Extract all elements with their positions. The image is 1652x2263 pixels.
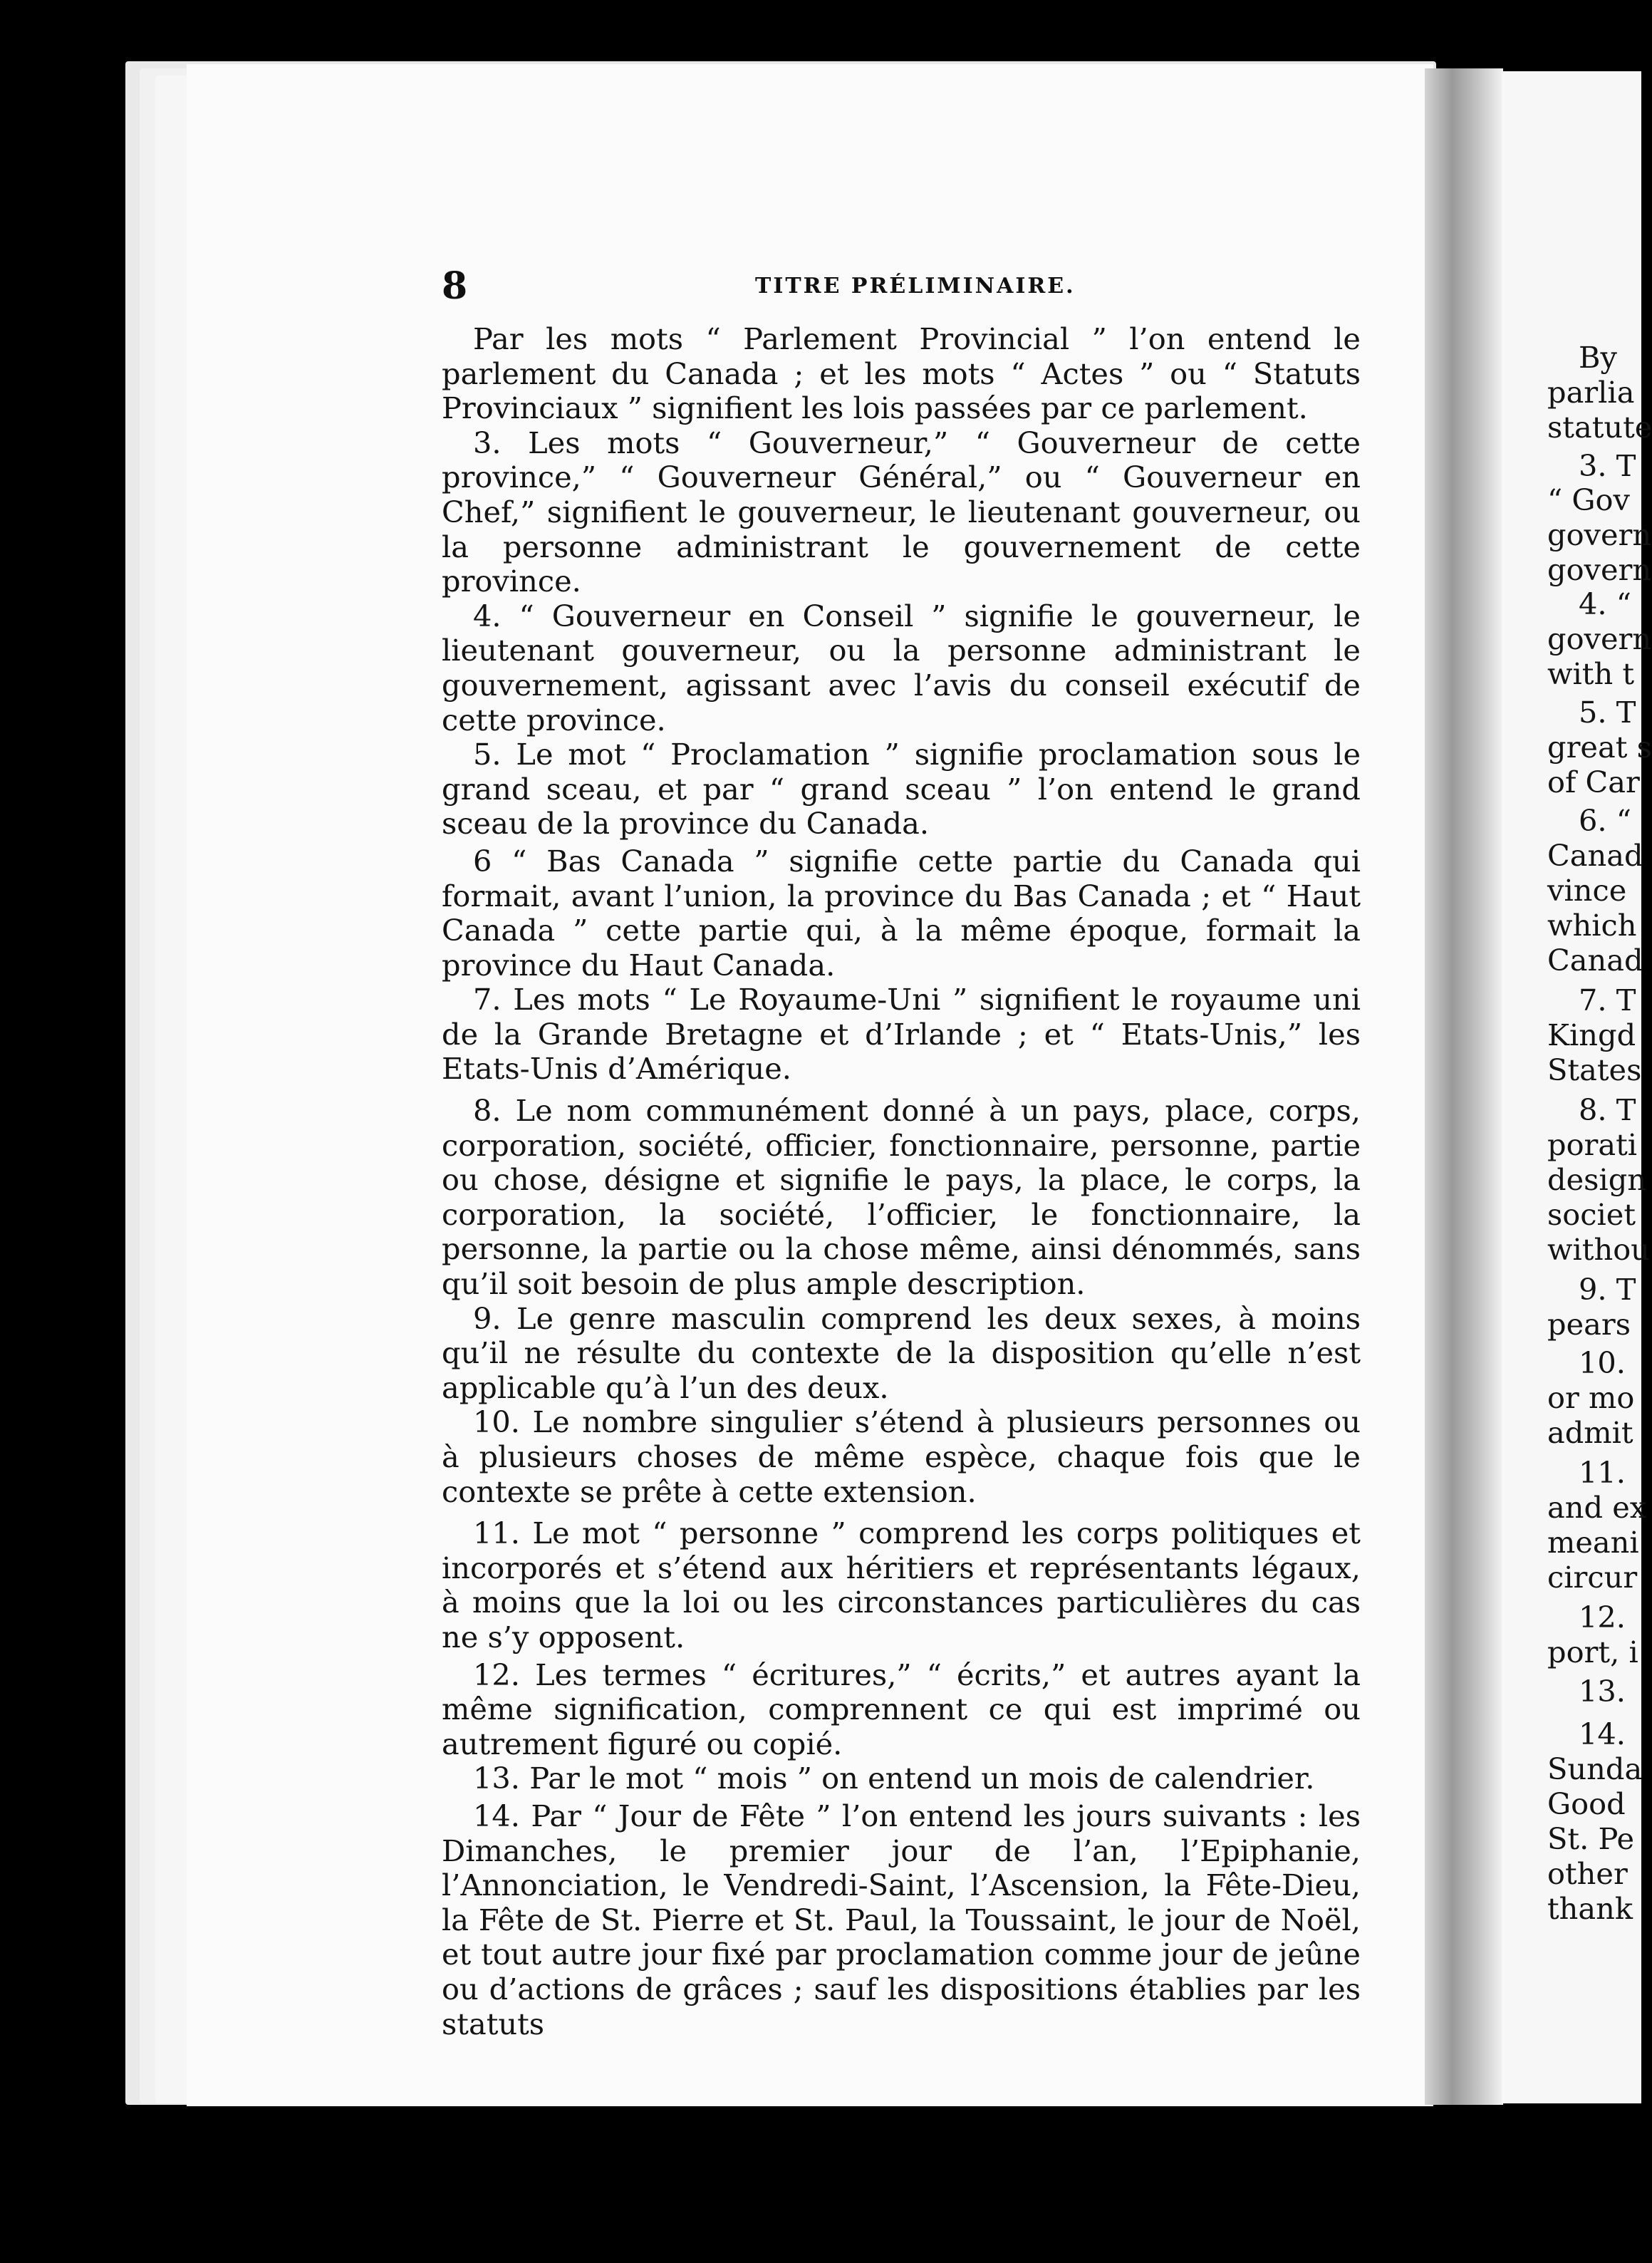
right-page-line: 11. (1579, 1455, 1626, 1490)
right-page-line: St. Pe (1547, 1821, 1635, 1856)
right-page-line: statute (1547, 410, 1652, 445)
paragraph-9: 9. Le genre masculin comprend les deux sexes, à moins qu’il ne résulte du contexte de la disposition qu’elle n’est applicable qu’à l’un des deux. (442, 1300, 1361, 1405)
paragraph-10: 10. Le nombre singulier s’étend à plusieurs personnes ou à plusieurs choses de même espèce, chaque fois que le contexte se prête à cette extension. (442, 1404, 1361, 1509)
right-page-line: circur (1547, 1560, 1638, 1595)
right-page-line: Good (1547, 1786, 1626, 1821)
right-page-line: pears (1547, 1307, 1631, 1342)
right-page-line: which (1547, 908, 1637, 943)
page-header (442, 265, 1510, 308)
right-page-line: By (1579, 340, 1617, 375)
right-page-line: with t (1547, 656, 1635, 691)
paragraph-11: 11. Le mot “ personne ” comprend les corps politiques et incorporés et s’étend aux héritiers et représentants légaux, à moins que la loi ou les circonstances particulières du cas ne s’y opposent. (442, 1516, 1361, 1654)
paragraph-8: 8. Le nom communément donné à un pays, place, corps, corporation, société, officier, fonctionnaire, personne, partie ou chose, désigne et signifie le pays, la place, le corps, la corporation, la société, l’officier, le fonctionnaire, la personne, la partie ou la chose même, ainsi dénommés, sans qu’il soit besoin de plus ample description. (442, 1093, 1361, 1302)
paragraph-4: 4. “ Gouverneur en Conseil ” signifie le gouverneur, le lieutenant gouverneur, ou la personne administrant le gouvernement, agissant avec l’avis du conseil exécutif de cette province. (442, 598, 1361, 737)
right-page-line: 6. “ (1579, 803, 1632, 838)
right-page-line: parlia (1547, 375, 1635, 410)
book-gutter (1425, 68, 1503, 2105)
right-page-line: “ Gov (1547, 482, 1630, 517)
right-page-line: and ex (1547, 1490, 1647, 1525)
right-page-line: 12. (1579, 1600, 1626, 1635)
right-page-line: Canad (1547, 943, 1643, 978)
right-page-line: govern (1547, 517, 1652, 552)
right-page-line: 8. T (1579, 1092, 1636, 1127)
right-page-line: vince (1547, 873, 1627, 908)
paragraph-3: 3. Les mots “ Gouverneur,” “ Gouverneur de cette province,” “ Gouverneur Général,” ou “ Gouverneur en Chef,” signifient le gouverneur, le lieutenant gouverneur, ou la personne administrant le gouvernement de cette province. (442, 425, 1361, 599)
body-text (442, 322, 1361, 2041)
right-page-line: 3. T (1579, 448, 1636, 483)
right-page-line: withou (1547, 1232, 1650, 1267)
paragraph-5: 5. Le mot “ Proclamation ” signifie proclamation sous le grand sceau, et par “ grand sceau ” l’on entend le grand sceau de la province du Canada. (442, 737, 1361, 841)
page-number: 8 (442, 264, 468, 308)
right-page-line: other (1547, 1856, 1628, 1891)
paragraph-12: 12. Les termes “ écritures,” “ écrits,” et autres ayant la même signification, comprennent ce qui est imprimé ou autrement figuré ou copié. (442, 1657, 1361, 1761)
paragraph-14: 14. Par “ Jour de Fête ” l’on entend les jours suivants : les Dimanches, le premier jour de l’an, l’Epiphanie, l’Annonciation, le Vendredi-Saint, l’Ascension, la Fête-Dieu, la Fête de St. Pierre et St. Paul, la Toussaint, le jour de Noël, et tout autre jour fixé par proclamation comme jour de jeûne ou d’actions de grâces ; sauf les dispositions établies par les statuts (442, 1798, 1361, 2041)
right-page-line: 7. T (1579, 983, 1636, 1017)
right-page-line: or mo (1547, 1380, 1635, 1415)
right-page-line: 14. (1579, 1716, 1626, 1751)
paragraph-6: 6 “ Bas Canada ” signifie cette partie du Canada qui formait, avant l’union, la province du Bas Canada ; et “ Haut Canada ” cette partie qui, à la même époque, formait la province du Haut Canada. (442, 843, 1361, 983)
right-page-line: 13. (1579, 1674, 1626, 1709)
paragraph-7: 7. Les mots “ Le Royaume-Uni ” signifient le royaume uni de la Grande Bretagne et d’Irlande ; et “ Etats-Unis,” les Etats-Unis d’Amérique. (442, 982, 1361, 1087)
running-title: TITRE PRÉLIMINAIRE. (755, 274, 1076, 299)
right-page-line: States (1547, 1052, 1642, 1087)
right-page-line: meani (1547, 1525, 1639, 1560)
right-page-line: great s (1547, 730, 1652, 765)
right-page-line: govern (1547, 621, 1652, 656)
right-page-line: Canad (1547, 838, 1643, 873)
right-page-fragment (1502, 71, 1652, 2103)
right-page-line: Sunda (1547, 1751, 1643, 1786)
right-page-line: Kingd (1547, 1017, 1636, 1052)
paragraph-13: 13. Par le mot “ mois ” on entend un mois de calendrier. (473, 1761, 1315, 1796)
right-page-line: govern (1547, 552, 1652, 587)
right-page-line: 10. (1579, 1345, 1626, 1380)
right-page-line: porati (1547, 1127, 1638, 1162)
right-page-line: 9. T (1579, 1272, 1636, 1307)
right-page-line: thank (1547, 1891, 1633, 1926)
right-page-line: design (1547, 1162, 1646, 1197)
right-page-line: societ (1547, 1197, 1636, 1232)
right-page-line: 5. T (1579, 695, 1636, 730)
right-page-line: of Car (1547, 765, 1640, 799)
right-page-line: port, i (1547, 1635, 1638, 1669)
right-page-line: 4. “ (1579, 586, 1632, 621)
paragraph-intro: Par les mots “ Parlement Provincial ” l’on entend le parlement du Canada ; et les mots “ Actes ” ou “ Statuts Provinciaux ” signifient les lois passées par ce parlement. (442, 321, 1361, 426)
right-page-line: admit (1547, 1415, 1633, 1450)
